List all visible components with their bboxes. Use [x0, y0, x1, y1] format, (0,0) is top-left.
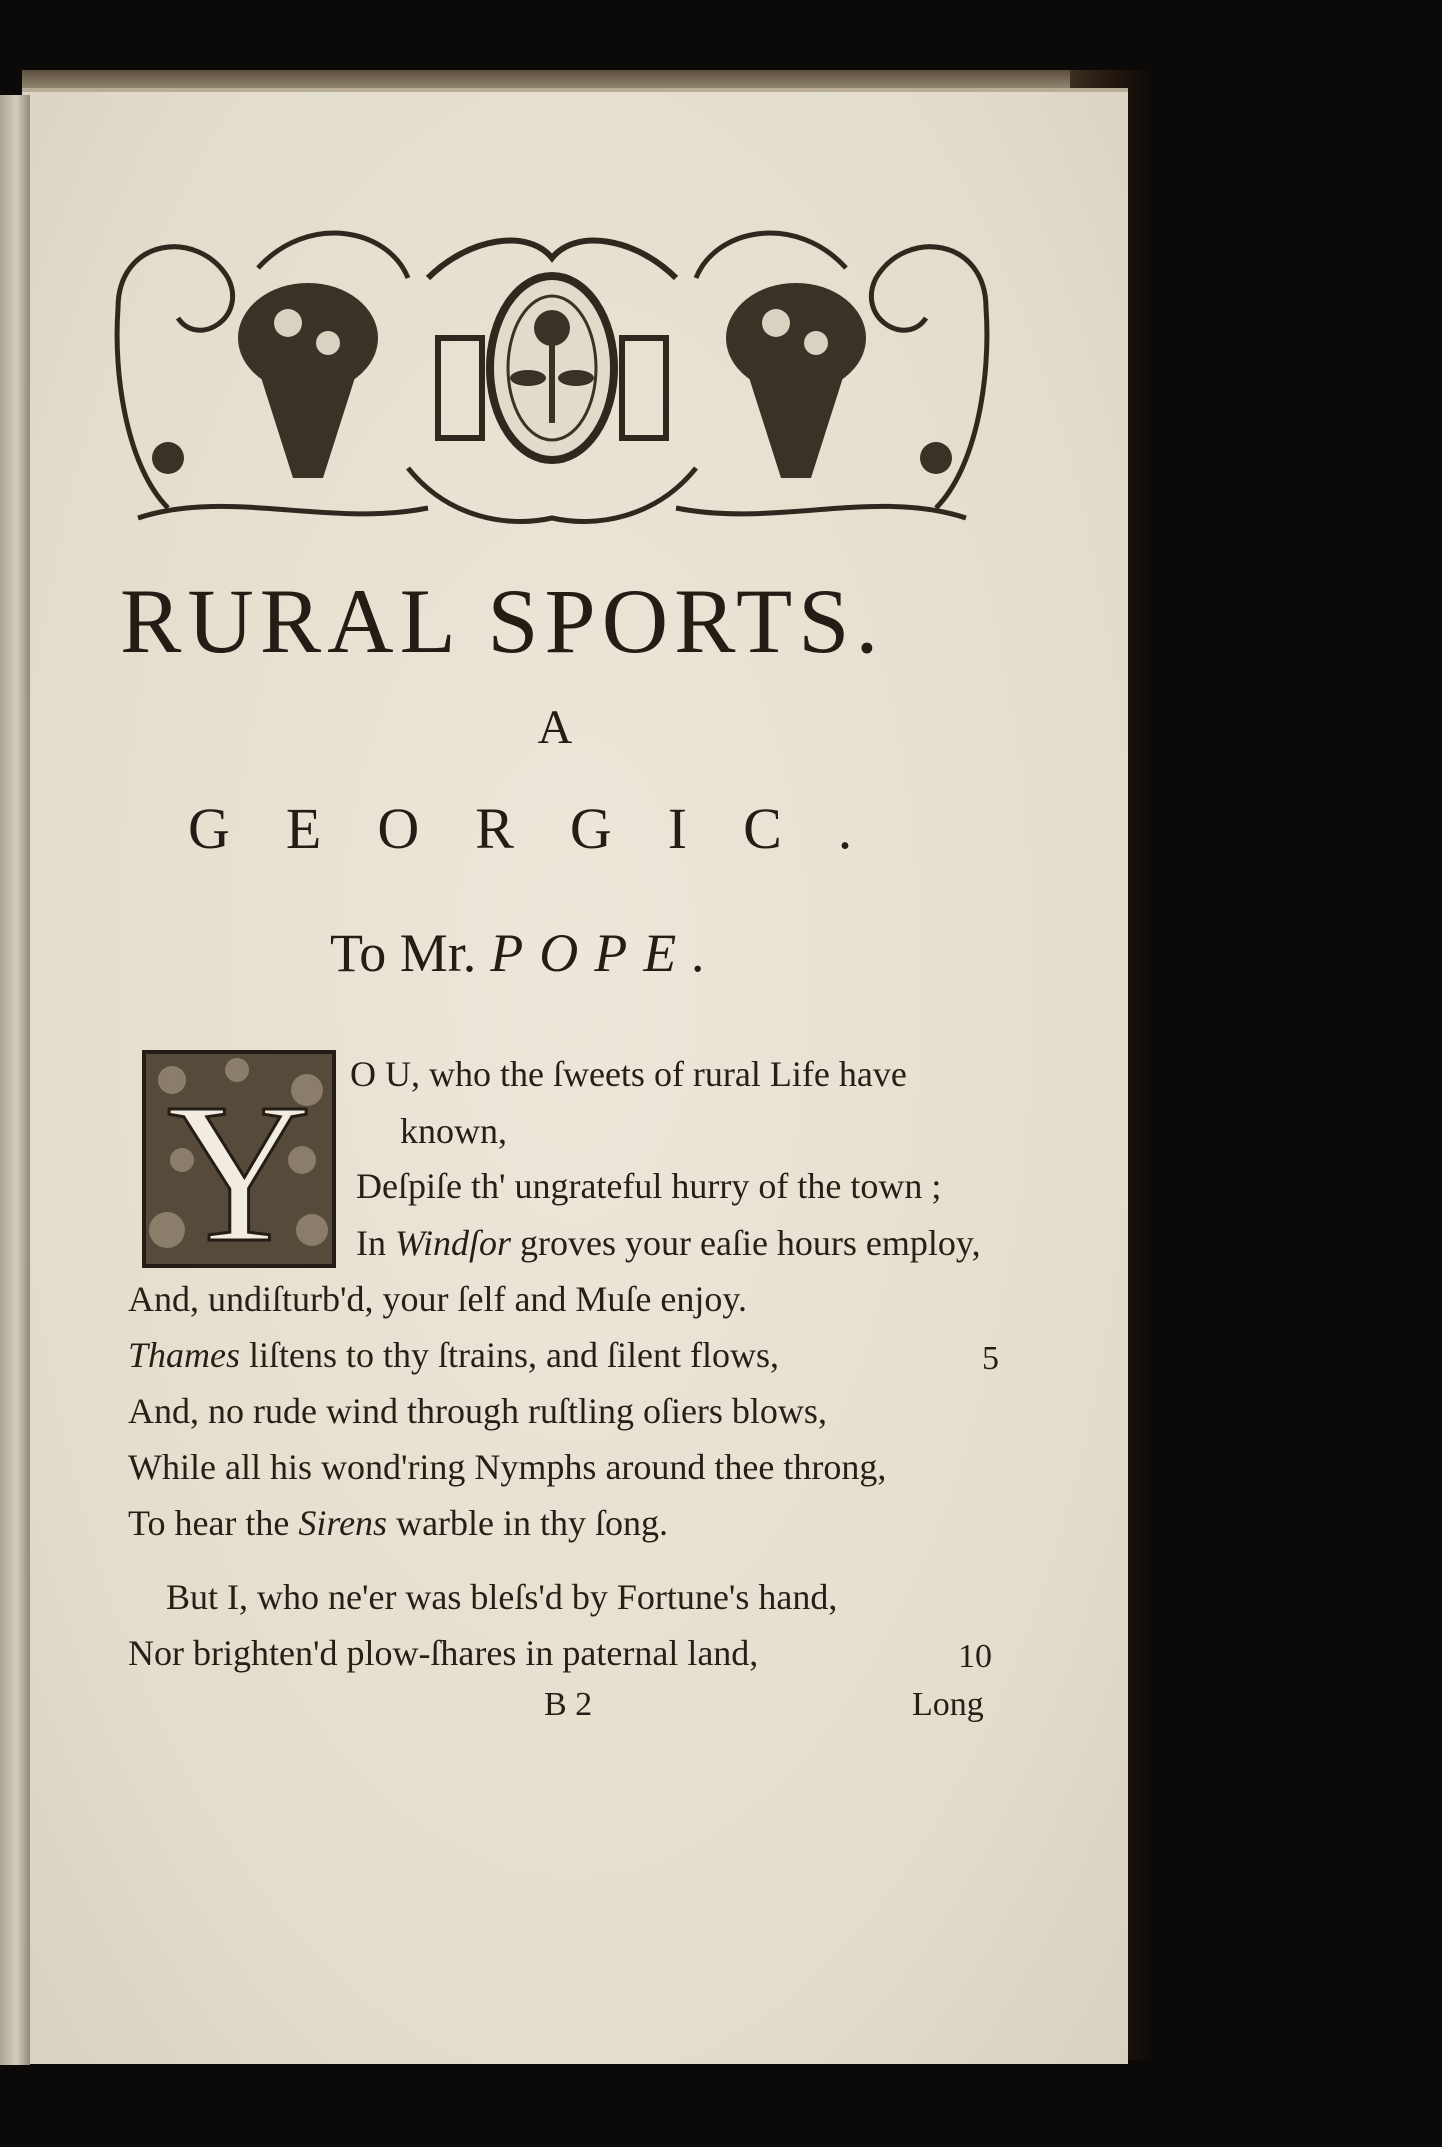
dedication-name: POPE.: [490, 923, 722, 983]
book-title: RURAL SPORTS.: [120, 570, 885, 672]
poem-line-5-post: liſtens to thy ſtrains, and ſilent flows,: [240, 1335, 779, 1375]
poem-line-2: Deſpiſe th' ungrateful hurry of the town ;: [356, 1166, 942, 1206]
poem-line-3: [356, 1222, 981, 1264]
drop-capital: [142, 1050, 336, 1268]
poem-line-9: But I, who ne'er was bleſs'd by Fortune's hand,: [166, 1577, 838, 1617]
poem-line-5: [128, 1334, 779, 1376]
drop-capital-letter: Y: [166, 1063, 312, 1268]
poem-line-10: Nor brighten'd plow-ſhares in paternal land,: [128, 1633, 759, 1673]
signature-mark: B 2: [544, 1686, 593, 1723]
subtitle: GEORGIC.: [188, 796, 909, 861]
poem-line-3-post: groves your eaſie hours employ,: [511, 1223, 981, 1263]
poem-line-8: [128, 1502, 668, 1544]
poem-line-4: And, undiſturb'd, your ſelf and Muſe enjoy.: [128, 1279, 748, 1319]
poem-line-5-italic: Thames: [128, 1335, 241, 1375]
poem-line-1a: O U, who the ſweets of rural Life have: [350, 1054, 907, 1094]
line-number-10: 10: [958, 1638, 992, 1675]
headpiece-ornament: [108, 218, 996, 540]
dedication: [330, 922, 890, 984]
poem-line-1b: known,: [400, 1111, 507, 1151]
dedication-prefix: To Mr.: [330, 923, 477, 983]
line-number-5: 5: [982, 1340, 999, 1377]
poem-line-8-post: warble in thy ſong.: [387, 1503, 669, 1543]
poem-line-7: While all his wond'ring Nymphs around thee throng,: [128, 1447, 887, 1487]
poem-line-3-pre: In: [356, 1223, 395, 1263]
poem-line-8-pre: To hear the: [128, 1503, 299, 1543]
poem-line-3-italic: Windſor: [395, 1223, 512, 1263]
subtitle-article: A: [537, 701, 573, 754]
catchword: Long: [912, 1686, 984, 1723]
poem-line-8-italic: Sirens: [298, 1503, 388, 1543]
poem-line-6: And, no rude wind through ruſtling oſiers blows,: [128, 1391, 827, 1431]
facing-page-edge: [0, 95, 30, 2065]
